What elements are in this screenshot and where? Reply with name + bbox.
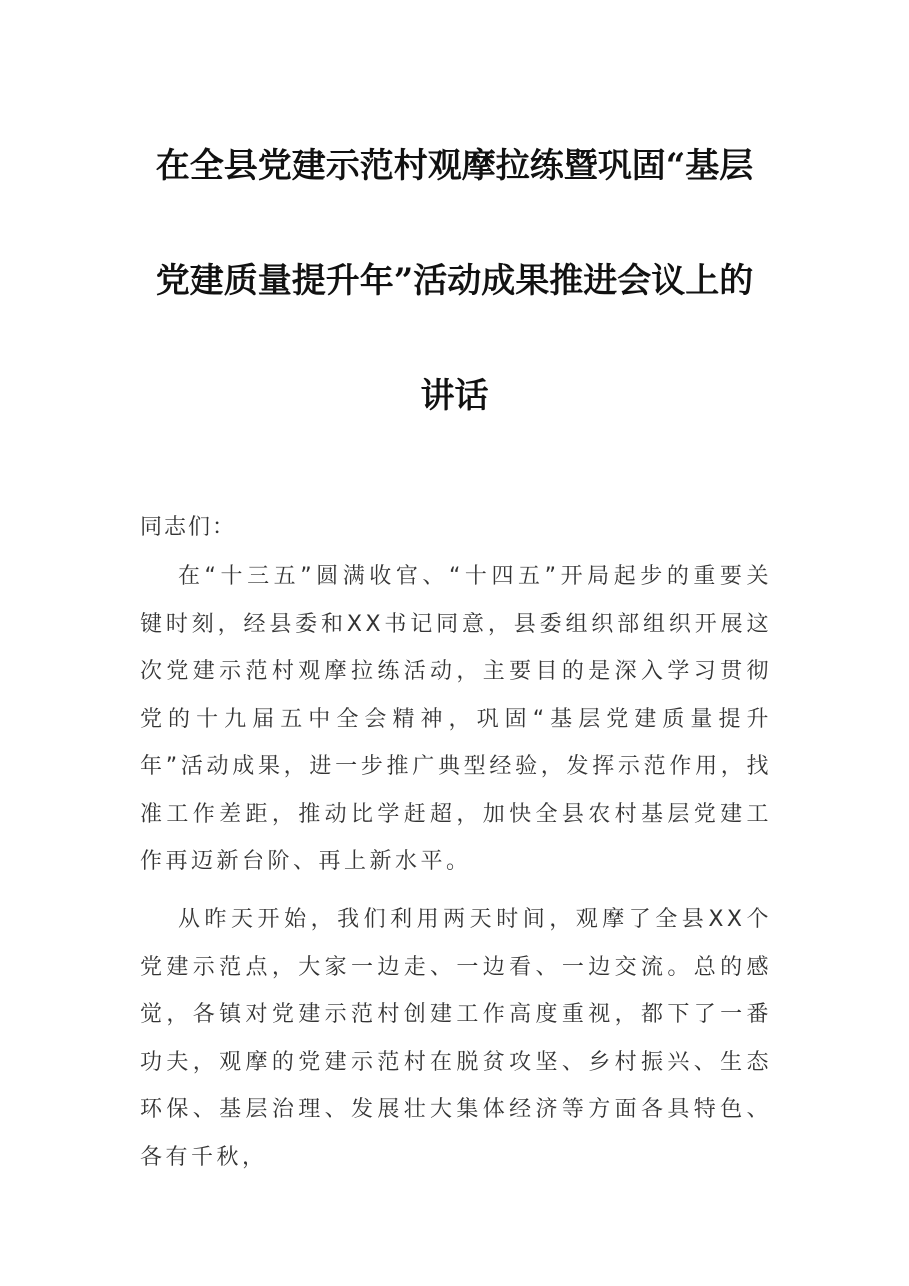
title-line-1: 在全县党建示范村观摩拉练暨巩固“基层 — [155, 146, 754, 186]
title-line-2: 党建质量提升年”活动成果推进会议上的 — [155, 261, 754, 301]
title-line-3: 讲话 — [420, 376, 489, 416]
paragraph-2: 从昨天开始，我们利用两天时间，观摩了全县XX个党建示范点，大家一边走、一边看、一边交流。总的感觉，各镇对党建示范村创建工作高度重视，都下了一番功夫，观摩的党建示范村在脱贫攻坚、乡村振兴、生态环保、基层治理、发展壮大集体经济等方面各具特色、各有千秋， — [140, 907, 772, 1170]
greeting: 同志们： — [140, 515, 237, 540]
paragraph-1: 在“十三五”圆满收官、“十四五”开局起步的重要关键时刻，经县委和XX书记同意，县委组织部组织开展这次党建示范村观摩拉练活动，主要目的是深入学习贯彻党的十九届五中全会精神，巩固“基层党建质量提升年”活动成果，进一步推广典型经验，发挥示范作用，找准工作差距，推动比学赶超，加快全县农村基层党建工作再迈新台阶、再上新水平。 — [140, 564, 772, 874]
